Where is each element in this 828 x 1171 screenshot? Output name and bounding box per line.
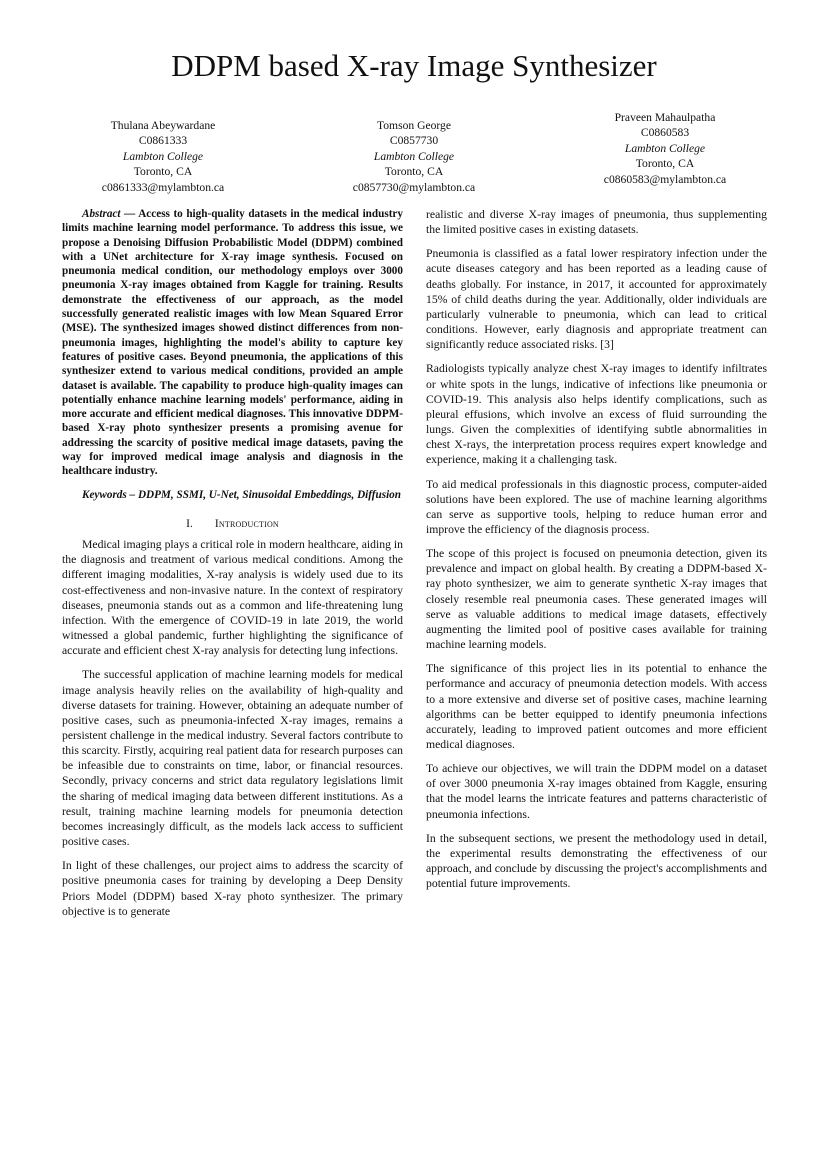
author-name: Praveen Mahaulpatha <box>614 111 716 124</box>
author-email: c0857730@mylambton.ca <box>352 180 476 194</box>
author-name: Tomson George <box>376 119 451 132</box>
author-id: C0861333 <box>138 134 188 148</box>
author-affiliation: Lambton College <box>624 141 706 155</box>
paragraph: Pneumonia is classified as a fatal lower respiratory infection under the acute diseases category and has been reported as a leading cause of deaths globally. For instance, in 2017, it accounted for approximately 15% of child deaths during the year. Additionally, older individuals are particularly vulnerable to pneumonia, which can lead to critical conditions. However, early diagnosis and appropriate treatment can significantly reduce associated risks. [3] <box>426 247 767 352</box>
author-email: c0860583@mylambton.ca <box>603 172 727 186</box>
paragraph: To achieve our objectives, we will train the DDPM model on a dataset of over 3000 pneumonia X-ray images obtained from Kaggle, ensuring that the model learns the intricate features and patterns characteristic of pneumonia infections. <box>426 762 767 821</box>
paragraph: To aid medical professionals in this diagnostic process, computer-aided solutions have been explored. The use of machine learning algorithms can serve as supportive tools, helping to reduce human error and improve the efficiency of the diagnosis process. <box>426 477 767 536</box>
author-block <box>58 118 268 195</box>
section-number: I. <box>186 516 193 530</box>
abstract-text: Access to high-quality datasets in the medical industry limits machine learning model performance. To address this issue, we propose a Denoising Diffusion Probabilistic Model (DDPM) combined with a UNet architecture for X-ray image synthesis. Focused on pneumonia medical condition, our methodology employs over 3000 pneumonia X-ray images obtained from Kaggle for training. Results demonstrate the effectiveness of our approach, as the model successfully generated realistic images with low Mean Squared Error (MSE). The synthesized images showed distinct differences from non-pneumonia images, highlighting the model's ability to capture key features of positive cases. Beyond pneumonia, the applications of this synthesizer extend to various medical conditions, provided an ample dataset is available. The capability to produce high-quality images can potentially enhance machine learning models' performance, aiding in more accurate and efficient medical diagnoses. This innovative DDPM-based X-ray photo synthesizer presents a promising avenue for addressing the scarcity of positive medical image datasets, paving the way for improved medical image analysis and diagnosis in the healthcare industry. <box>62 208 403 478</box>
paragraph: The successful application of machine learning models for medical image analysis heavily relies on the availability of high-quality and diverse datasets for training. However, obtaining an adequate number of positive cases, such as pneumonia-infected X-ray images, remains a persistent challenge in the medical industry. Several factors contribute to this scarcity. Firstly, acquiring real patient data for research purposes can be infeasible due to constraints on time, labor, or financial resources. Secondly, privacy concerns and strict data regulatory legislations limit the sharing of medical imaging data between different institutions. As a result, training machine learning models for pneumonia detection becomes increasingly difficult, as the models lack access to sufficient positive cases. <box>62 668 403 849</box>
paragraph: The scope of this project is focused on pneumonia detection, given its prevalence and impact on global health. By creating a DDPM-based X-ray photo synthesizer, we aim to generate synthetic X-ray images that closely resemble real pneumonia cases. These generated images will serve as valuable additions to medical image datasets, effectively augmenting the limited pool of positive cases available for training machine learning models. <box>426 547 767 652</box>
abstract-lead: Abstract — <box>82 208 136 220</box>
author-id: C0860583 <box>640 126 690 140</box>
section-heading <box>62 516 403 531</box>
paragraph: In light of these challenges, our project aims to address the scarcity of positive pneumonia cases for training by developing a Deep Density Priors Model (DDPM) based X-ray photo synthesizer. The primary objective is to generate <box>62 859 403 918</box>
author-name: Thulana Abeywardane <box>110 119 216 132</box>
section-title: Introduction <box>214 516 279 530</box>
author-block <box>560 110 770 187</box>
paragraph: realistic and diverse X-ray images of pneumonia, thus supplementing the limited positive cases in existing datasets. <box>426 208 767 237</box>
author-affiliation: Lambton College <box>122 149 204 163</box>
paper-title: DDPM based X-ray Image Synthesizer <box>171 48 657 83</box>
paragraph: The significance of this project lies in its potential to enhance the performance and accuracy of pneumonia detection models. With access to a more extensive and diverse set of positive cases, machine learning algorithms can be better equipped to identify pneumonia infections accurately, leading to improved patient outcomes and more efficient medical diagnoses. <box>426 662 767 751</box>
author-location: Toronto, CA <box>384 165 444 179</box>
keywords: Keywords – DDPM, SSMI, U-Net, Sinusoidal Embeddings, Diffusion <box>82 488 402 501</box>
author-block <box>309 118 519 195</box>
author-location: Toronto, CA <box>133 165 193 179</box>
abstract <box>62 207 403 479</box>
paragraph: Radiologists typically analyze chest X-ray images to identify infiltrates or white spots in the lungs, indicative of infections like pneumonia or COVID-19. This analysis also helps identify complications, such as pleural effusions, which involve an excess of fluid surrounding the lungs. Given the complexities of identifying subtle abnormalities in chest X-rays, the interpretation process requires expert knowledge and experience, making it a challenging task. <box>426 362 767 467</box>
left-column <box>62 207 403 928</box>
paragraph: Medical imaging plays a critical role in modern healthcare, aiding in the diagnosis and treatment of various medical conditions. Among the different imaging modalities, X-ray analysis is widely used due to its cost-effectiveness and non-invasive nature. In the context of respiratory diseases, pneumonia stands out as a common and life-threatening lung infection. With the emergence of COVID-19 in late 2019, the world witnessed a global pandemic, further highlighting the significance of accurate and efficient chest X-ray analysis for detecting lung infections. <box>62 538 403 658</box>
author-location: Toronto, CA <box>635 157 695 171</box>
author-id: C0857730 <box>389 134 439 148</box>
author-email: c0861333@mylambton.ca <box>101 180 225 194</box>
author-affiliation: Lambton College <box>373 149 455 163</box>
paragraph: In the subsequent sections, we present the methodology used in detail, the experimental results demonstrating the effectiveness of our approach, and conclude by discussing the project's accomplishments and potential future improvements. <box>426 831 767 891</box>
right-column <box>426 207 767 900</box>
